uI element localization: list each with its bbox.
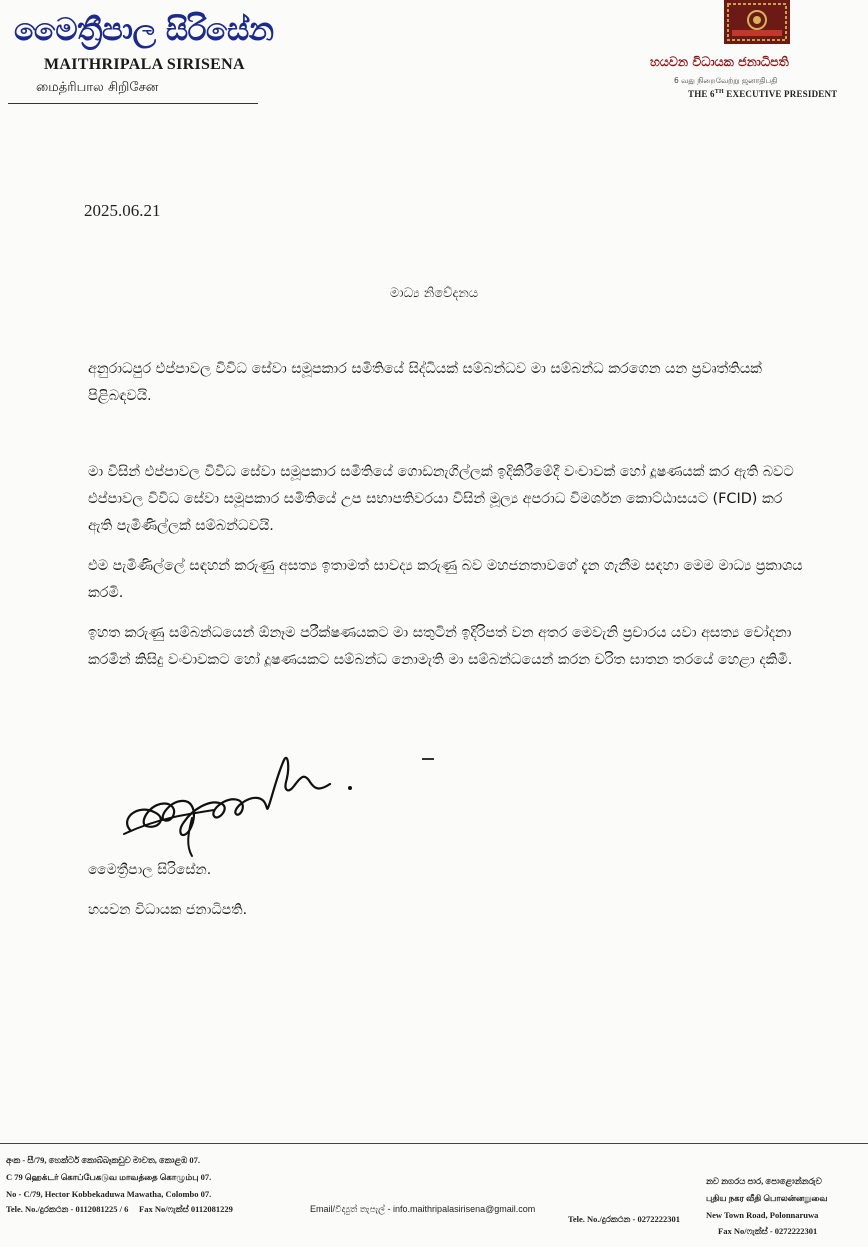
footer-address-sinhala: අංක - සී/79, හෙක්ටර් කොබ්බෑකඩුව මාවත, කොළඹ 07. — [6, 1155, 200, 1165]
signatory-name: මෛත්‍රීපාල සිරිසේන. — [88, 862, 212, 878]
paragraph: අනුරාධපුර එප්පාවල විවිධ සේවා සමූපකාර සමිතියේ සිද්ධියක් සම්බන්ධව මා සම්බන්ධ කරගෙන යන ප්‍රවෘත්තියක් පිළිබඳවයි. — [88, 361, 762, 404]
signatory-title: හයවන විධායක ජනාධිපති. — [88, 902, 248, 918]
office-title-english — [688, 89, 837, 99]
paragraph: මා විසින් එප්පාවල විවිධ සේවා සමූපකාර සමිතියේ ගොඩනැගිල්ලක් ඉදිකිරීමේදී වංචාවක් හෝ දූෂණයක් කර ඇති බවට එප්පාවල විවිධ සේවා සමූපකාර සමිතියේ උප සභාපතිවරයා විසින් මූල්‍ය අපරාධ විමර්ශන කොට්ඨාසයට (FCID) කර ඇති පැමිණිල්ලක් සම්බන්ධවයි. — [88, 464, 794, 534]
footer-email: Email/විද්‍යුත් තැපැල් - info.maithripalasirisena@gmail.com — [310, 1204, 536, 1214]
footer-fax-colombo: Fax No/ෆැක්ස් 0112081229 — [139, 1204, 233, 1214]
footer-divider — [0, 1143, 868, 1144]
office-title-sup: TH — [714, 89, 724, 95]
footer-address-tamil: C 79 ஹெக்டர் கொப்பேகடுவ மாவத்தை கொழும்பு 07. — [6, 1172, 212, 1182]
header-divider — [8, 103, 258, 104]
presidential-emblem-icon — [724, 0, 790, 44]
office-title-prefix: THE 6 — [688, 89, 715, 99]
signature-mark — [422, 758, 434, 760]
paragraph: එම පැමිණිල්ලේ සඳහන් කරුණු අසත්‍ය ඉතාමත් සාවද්‍ය කරුණු බව මහජනතාවගේ දැන ගැනීම සඳහා මෙම මාධ්‍ය ප්‍රකාශය කරමි. — [88, 558, 803, 601]
paragraph: ඉහත කරුණු සම්බන්ධයෙන් ඕනෑම පරීක්ෂණයකට මා සතුටින් ඉදිරිපත් වන අතර මෙවැනි ප්‍රචාරය යවා අසත්‍ය චෝදනා කරමින් කිසිදු වංචාවකට හෝ දූෂණයකට සම්බන්ධ නොමැති මා සම්බන්ධයෙන් කරන චරිත ඝාතන තරයේ හෙළා දකිමි. — [88, 625, 793, 668]
footer-address-english: No - C/79, Hector Kobbekaduwa Mawatha, Colombo 07. — [6, 1189, 212, 1199]
footer-address-polonnaruwa-tamil: புதிய நகர வீதி பொலன்னறுவை — [706, 1193, 828, 1203]
footer-address-polonnaruwa-english: New Town Road, Polonnaruwa — [706, 1210, 819, 1220]
footer-tele-polonnaruwa: Tele. No./දුරකථන - 0272222301 — [568, 1214, 680, 1224]
footer-tele-colombo: Tele. No./දුරකථන - 0112081225 / 6 — [6, 1204, 129, 1214]
letter-title: මාධ්‍ය නිවේදනය — [389, 286, 479, 301]
footer-address-polonnaruwa-sinhala: නව නගරය පාර, පොළොන්නරුව — [706, 1176, 822, 1186]
handwritten-signature — [118, 738, 368, 858]
header-name-sinhala: මෛත්‍රීපාල සිරිසේන — [14, 12, 274, 48]
office-title-tamil: 6 வது நிறைவேற்று ஜனாதிபதி — [674, 76, 778, 85]
office-title-sinhala: හයවන විධායක ජනාධිපති — [650, 54, 789, 69]
footer-tele-fax-colombo — [6, 1204, 233, 1215]
footer-fax-polonnaruwa: Fax No/ෆැක්ස් - 0272222301 — [718, 1226, 818, 1236]
office-title-suffix: EXECUTIVE PRESIDENT — [723, 89, 838, 99]
header-name-tamil: மைத்ரிபால சிறிசேன — [36, 80, 159, 95]
letter-date: 2025.06.21 — [84, 201, 161, 220]
header-name-english: MAITHRIPALA SIRISENA — [44, 56, 245, 73]
